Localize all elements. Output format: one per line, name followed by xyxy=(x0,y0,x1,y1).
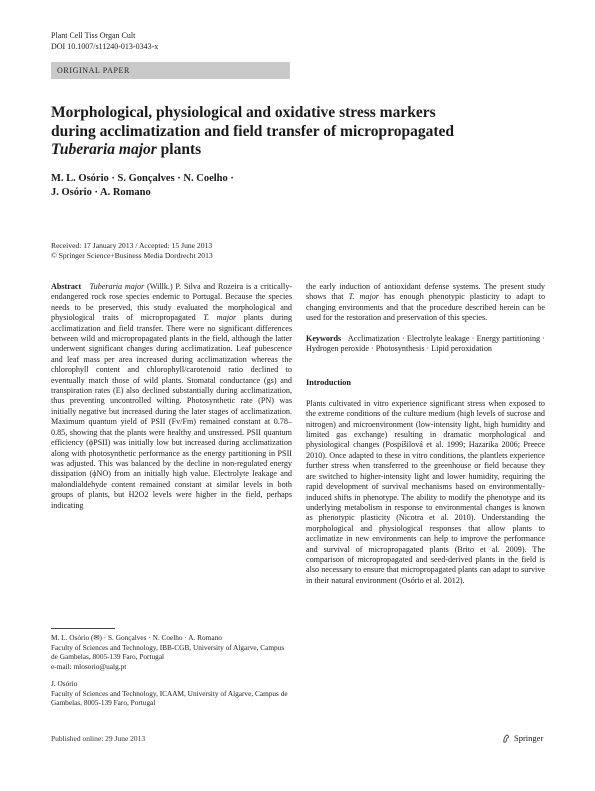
abstract-cont-species: T. major xyxy=(348,292,379,302)
journal-name: Plant Cell Tiss Organ Cult xyxy=(51,31,136,40)
footnote-divider xyxy=(51,628,115,629)
corresponding-email[interactable]: e-mail: mlosorio@ualg.pt xyxy=(51,662,127,672)
affiliation-2 xyxy=(51,679,292,708)
published-online: Published online: 29 June 2013 xyxy=(51,734,146,743)
affiliation-1 xyxy=(51,633,292,672)
doi: DOI 10.1007/s11240-013-0343-x xyxy=(51,41,159,51)
section-banner: ORIGINAL PAPER xyxy=(51,62,290,79)
affiliation-author-2: J. Osório xyxy=(51,678,78,688)
abstract-text-2: plants during acclimatization and field transfer. There were no significant differences between wild and micropropagated plants in the field, although the latter underwent significant changes during acclimatization. Leaf pubescence and leaf mass per area increased during acclimatization whereas the chlorophyll content and chlorophyll/carotenoid ratio declined to eventually match those of wild plants. Stomatal conductance (gs) and transpiration rates (E) also declined substantially during acclimatization, thus preventing uncontrolled wilting. Photosynthetic rate (PN) was initially negative but increased during the later stages of acclimatization. Maximum quantum yield of PSII (Fv/Fm) remained constant at 0.78–0.85, showing that the plants were healthy and unstressed. PSII quantum efficiency (ϕPSII) was initially low but increased during acclimatization along with photosynthetic performance as the energy partitioning in PSII was adjusted. This was balanced by the decline in non-regulated energy dissipation (ϕNO) from an initially high value. Electrolyte leakage and malondialdehyde content remained constant at similar levels in both groups of plants, but H2O2 levels were higher in the field, perhaps indicating xyxy=(51,313,293,510)
abstract-label: Abstract xyxy=(51,282,82,291)
title-line-2: during acclimatization and field transfer of micropropagated xyxy=(51,122,454,140)
abstract-species: Tuberaria major xyxy=(89,282,145,291)
authors-line-1: M. L. Osório · S. Gonçalves · N. Coelho · xyxy=(51,173,234,184)
keywords xyxy=(306,334,545,355)
springer-horse-icon xyxy=(502,734,511,743)
publisher-name: Springer xyxy=(514,733,544,743)
journal-header xyxy=(51,31,158,52)
abstract-text-1: (Willk.) P. Silva and Rozeira is a critically-endangered rock rose species endemic to Portugal. Because the species needs to be preserved, this study evaluated the morphological and physiological traits of micropropagated xyxy=(51,282,293,323)
affiliation-inst-2: Faculty of Sciences and Technology, ICAAM, University of Algarve, Campus de Gambelas, 8005-139 Faro, Portugal xyxy=(51,688,288,708)
affiliation-authors: M. L. Osório (✉) · S. Gonçalves · N. Coelho · A. Romano xyxy=(51,633,222,642)
introduction-heading: Introduction xyxy=(306,378,352,388)
abstract-continued xyxy=(306,282,545,324)
title-suffix: plants xyxy=(156,141,202,158)
affiliation-inst-1: Faculty of Sciences and Technology, IBB-CGB, University of Algarve, Campus de Gambelas, 8005-139 Faro, Portugal xyxy=(51,642,285,662)
right-column xyxy=(306,282,545,586)
authors-line-2: J. Osório · A. Romano xyxy=(51,186,151,198)
abstract-cont-text-2: has enough phenotypic plasticity to adapt to changing environments and that the procedure described herein can be used for the restoration and preservation of this species. xyxy=(306,292,546,323)
introduction-text: Plants cultivated in vitro experience significant stress when exposed to the extreme conditions of the culture medium (high levels of sucrose and nitrogen) and microenvironment (low-intensity light, high humidity and limited gas exchange) resulting in dramatic morphological and physiological changes (Pospíšilová et al. 1999; Hazarika 2006; Preece 2010). Once adapted to these in vitro conditions, the plantlets experience further stress when transferred to the greenhouse or field because they are switched to higher-intensity light and lower humidity, requiring the rapid development of survival mechanisms based on environmentally-induced shifts in phenotype. The ability to modify the phenotype and its underlying metabolism in response to environmental changes is known as phenotypic plasticity (Nicotra et al. 2010). Understanding the morphological and physiological responses that allow plants to acclimatize in new environments can help to improve the performance and survival of micropropagated plants (Brito et al. 2009). The comparison of micropropagated and seed-derived plants in the field is also necessary to ensure that micropropagated plants can adapt to survive in their natural environment (Osório et al. 2012). xyxy=(306,398,545,585)
copyright: © Springer Science+Business Media Dordrecht 2013 xyxy=(51,251,213,260)
affiliations xyxy=(51,633,292,715)
publisher-logo xyxy=(502,733,543,743)
abstract xyxy=(51,282,292,511)
title-species: Tuberaria major xyxy=(51,141,157,158)
abstract-cont-text-1: the early induction of antioxidant defense systems. The present study shows that xyxy=(306,282,545,302)
title-line-1: Morphological, physiological and oxidative stress markers xyxy=(51,104,436,121)
abstract-species-short: T. major xyxy=(203,313,237,323)
keywords-label: Keywords xyxy=(306,333,342,343)
left-column xyxy=(51,282,292,511)
article-dates xyxy=(51,241,213,261)
title-line-3 xyxy=(51,141,531,160)
article-title xyxy=(51,104,531,160)
received-accepted: Received: 17 January 2013 / Accepted: 15 June 2013 xyxy=(51,241,213,250)
author-list xyxy=(51,172,451,199)
keywords-text: Acclimatization · Electrolyte leakage · Energy partitioning · Hydrogen peroxide · Photosynthesis · Lipid peroxidation xyxy=(306,333,546,354)
